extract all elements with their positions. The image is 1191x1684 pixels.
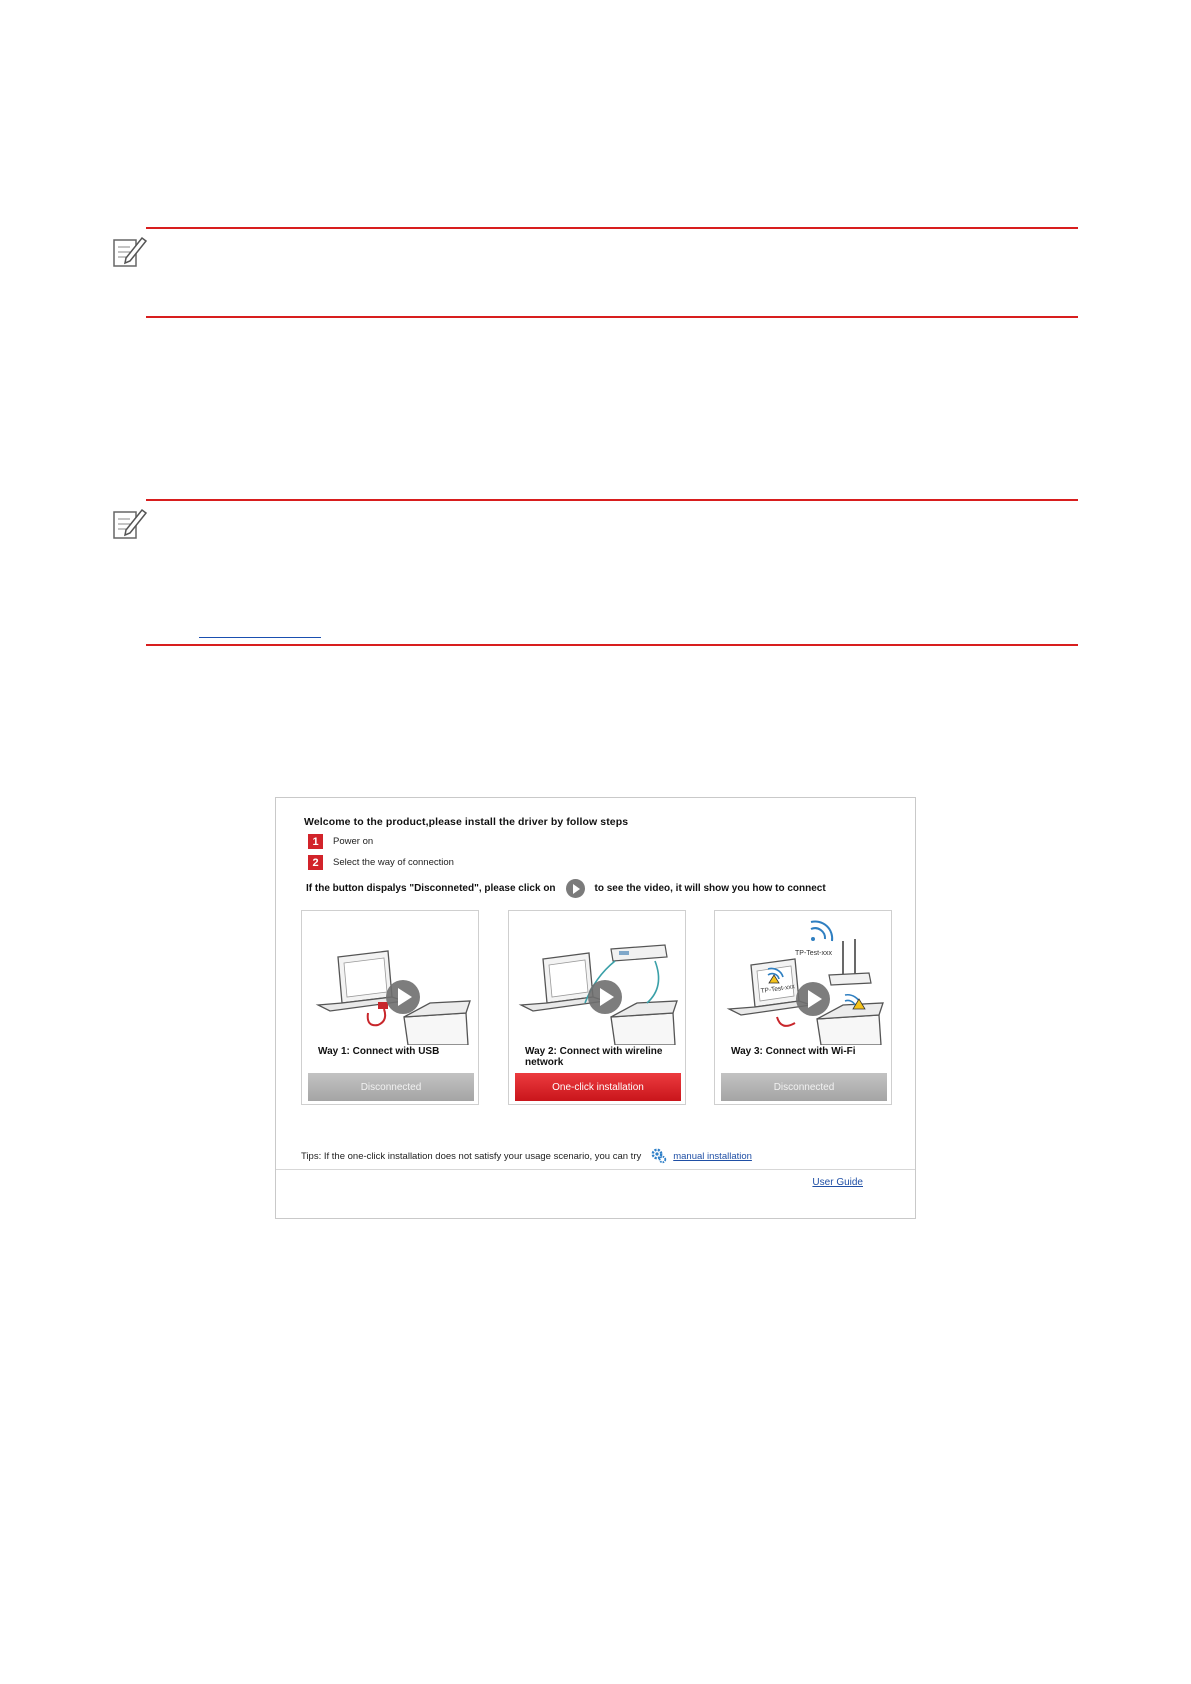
connect-hint <box>306 879 826 898</box>
note-bottom-rule <box>146 644 1078 646</box>
card-label: Way 1: Connect with USB <box>318 1046 440 1057</box>
dialog-divider <box>276 1169 915 1170</box>
note-icon <box>112 234 148 268</box>
one-click-install-button[interactable]: One-click installation <box>515 1073 681 1101</box>
wifi-connect-button[interactable]: Disconnected <box>721 1073 887 1101</box>
step-text: Power on <box>333 836 374 847</box>
wifi-illustration <box>721 917 885 1045</box>
play-icon[interactable] <box>566 879 585 898</box>
wifi-ssid: TP-Test-xxx <box>795 950 832 957</box>
note-icon <box>112 506 148 540</box>
dialog-title: Welcome to the product,please install the driver by follow steps <box>304 816 629 828</box>
usb-connect-button[interactable]: Disconnected <box>308 1073 474 1101</box>
step-text: Select the way of connection <box>333 857 454 868</box>
usb-illustration <box>308 917 472 1045</box>
hint-text-before: If the button dispalys "Disconneted", please click on <box>306 883 556 894</box>
tips-text: Tips: If the one-click installation does not satisfy your usage scenario, you can try <box>301 1150 642 1162</box>
card-wifi <box>714 910 892 1105</box>
user-guide-link[interactable]: User Guide <box>812 1177 863 1188</box>
card-label: Way 3: Connect with Wi-Fi <box>731 1046 856 1057</box>
card-usb <box>301 910 479 1105</box>
installer-dialog <box>275 797 916 1219</box>
note-top-rule <box>146 499 1078 501</box>
tips-line <box>301 1148 752 1164</box>
link-underline[interactable] <box>199 637 321 638</box>
gear-icon[interactable] <box>651 1148 667 1164</box>
wifi-ssid-laptop: TP-Test-xxx <box>760 983 796 995</box>
note-bottom-rule <box>146 316 1078 318</box>
card-label: Way 2: Connect with wireline network <box>525 1046 663 1068</box>
note-top-rule <box>146 227 1078 229</box>
hint-text-after: to see the video, it will show you how to connect <box>594 883 826 894</box>
step-number: 2 <box>308 855 323 870</box>
manual-installation-link[interactable]: manual installation <box>673 1150 752 1162</box>
step-number: 1 <box>308 834 323 849</box>
step-2 <box>308 855 454 870</box>
card-wireline <box>508 910 686 1105</box>
step-1 <box>308 834 373 849</box>
wireline-illustration <box>515 917 679 1045</box>
